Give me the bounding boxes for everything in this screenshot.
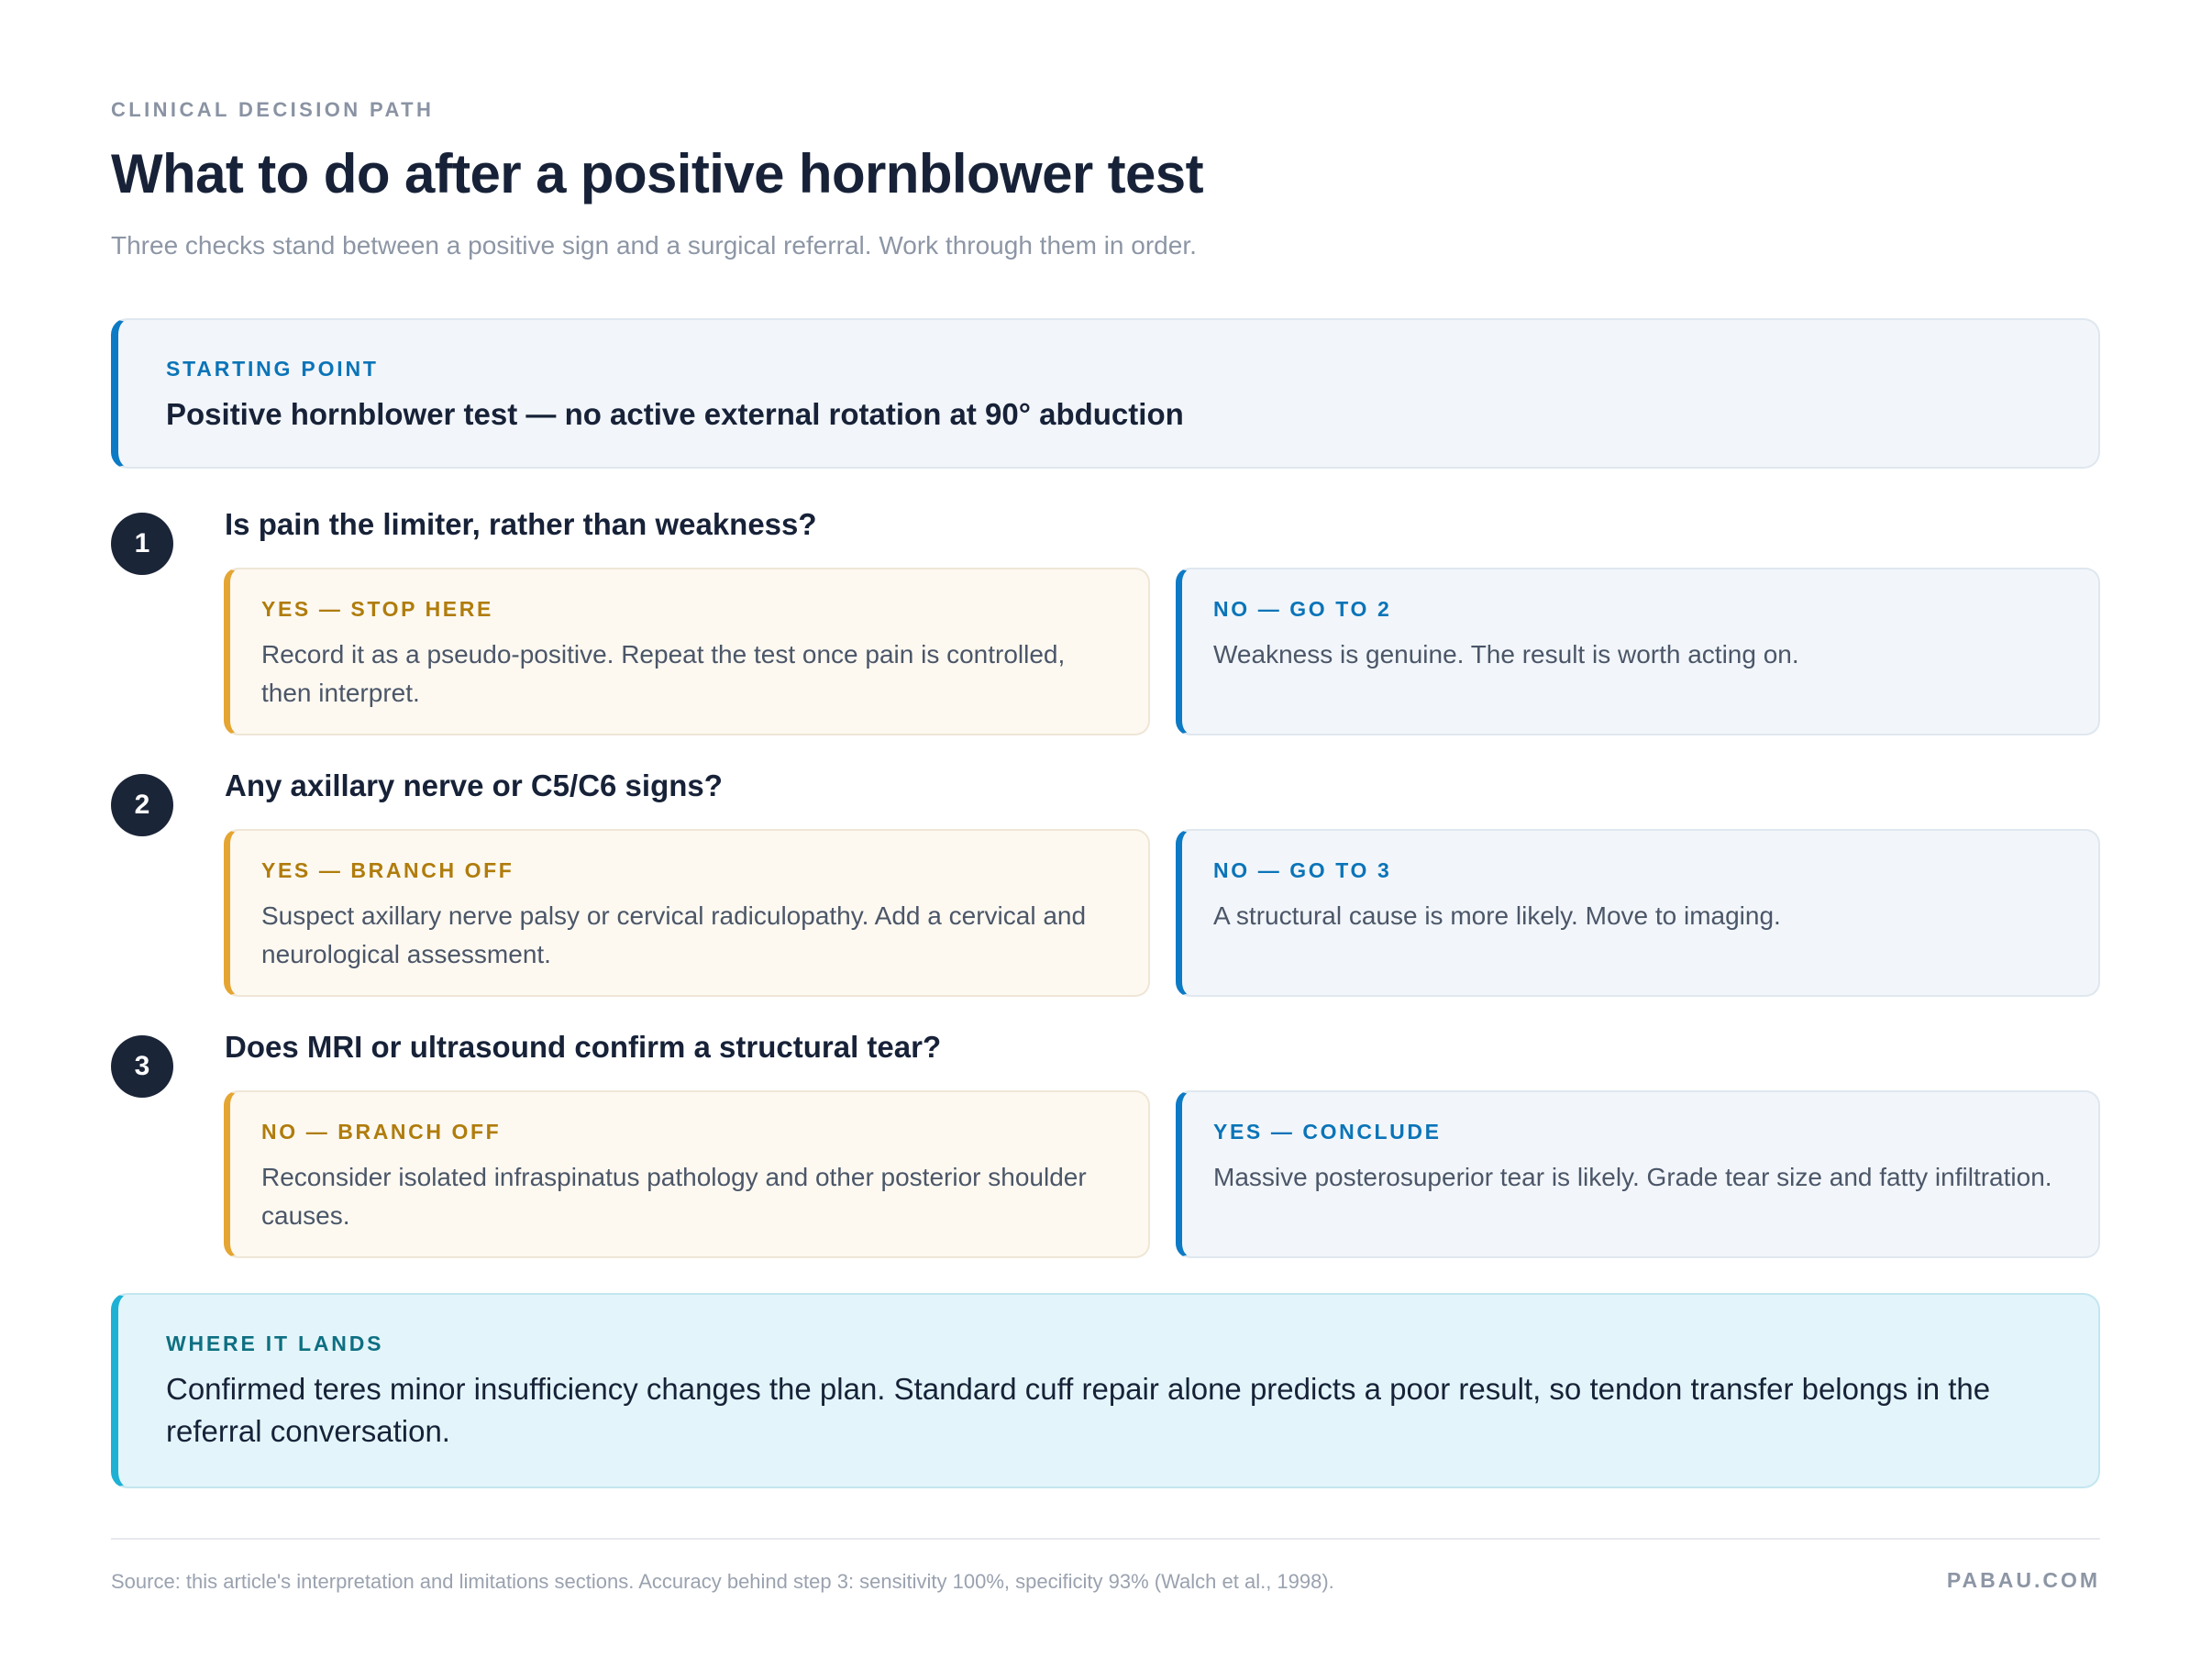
step-number-badge: 2 [111,774,173,836]
where-it-lands-card [111,1293,2100,1488]
starting-point-card [111,318,2100,469]
where-it-lands-text: Confirmed teres minor insufficiency changes the plan. Standard cuff repair alone predicts a poor result, so tendon transfer belongs in the referral conversation. [166,1372,1991,1448]
card-label: YES — CONCLUDE [1213,1120,1442,1144]
card-label: NO — BRANCH OFF [261,1120,502,1144]
step-question: Is pain the limiter, rather than weakness? [225,507,817,541]
step-2-no-card [1176,829,2100,997]
source-note: Source: this article's interpretation and limitations sections. Accuracy behind step 3: sensitivity 100%, specificity 93% (Walch et al., 1998). [111,1570,1334,1593]
starting-point-text: Positive hornblower test — no active external rotation at 90° abduction [166,397,1184,431]
card-text: A structural cause is more likely. Move to imaging. [1213,901,1781,930]
step-number-badge: 1 [111,513,173,575]
card-label: YES — BRANCH OFF [261,858,514,882]
step-question: Any axillary nerve or C5/C6 signs? [225,768,723,802]
card-label: NO — GO TO 2 [1213,597,1392,621]
step-number-badge: 3 [111,1035,173,1098]
page-subtitle: Three checks stand between a positive sign and a surgical referral. Work through them in order. [111,231,1197,260]
card-text: Massive posterosuperior tear is likely. Grade tear size and fatty infiltration. [1213,1163,2052,1191]
step-2-yes-card [224,829,1150,997]
brand-link[interactable]: PABAU.COM [1946,1568,2100,1592]
page-title: What to do after a positive hornblower test [111,143,1203,204]
step-1-no-card [1176,568,2100,735]
step-1-yes-card [224,568,1150,735]
card-text: Suspect axillary nerve palsy or cervical radiculopathy. Add a cervical and neurological assessment. [261,901,1087,968]
card-text: Record it as a pseudo-positive. Repeat the test once pain is controlled, then interpret. [261,640,1066,707]
card-label: NO — GO TO 3 [1213,858,1392,882]
step-3-no-card [224,1090,1150,1258]
card-label: YES — STOP HERE [261,597,493,621]
eyebrow-label: CLINICAL DECISION PATH [111,98,435,121]
card-text: Weakness is genuine. The result is worth acting on. [1213,640,1799,669]
card-text: Reconsider isolated infraspinatus pathology and other posterior shoulder causes. [261,1163,1087,1230]
footer-divider [111,1538,2100,1540]
where-it-lands-label: WHERE IT LANDS [166,1332,384,1355]
step-3-yes-card [1176,1090,2100,1258]
starting-point-label: STARTING POINT [166,357,379,381]
step-question: Does MRI or ultrasound confirm a structural tear? [225,1030,942,1064]
